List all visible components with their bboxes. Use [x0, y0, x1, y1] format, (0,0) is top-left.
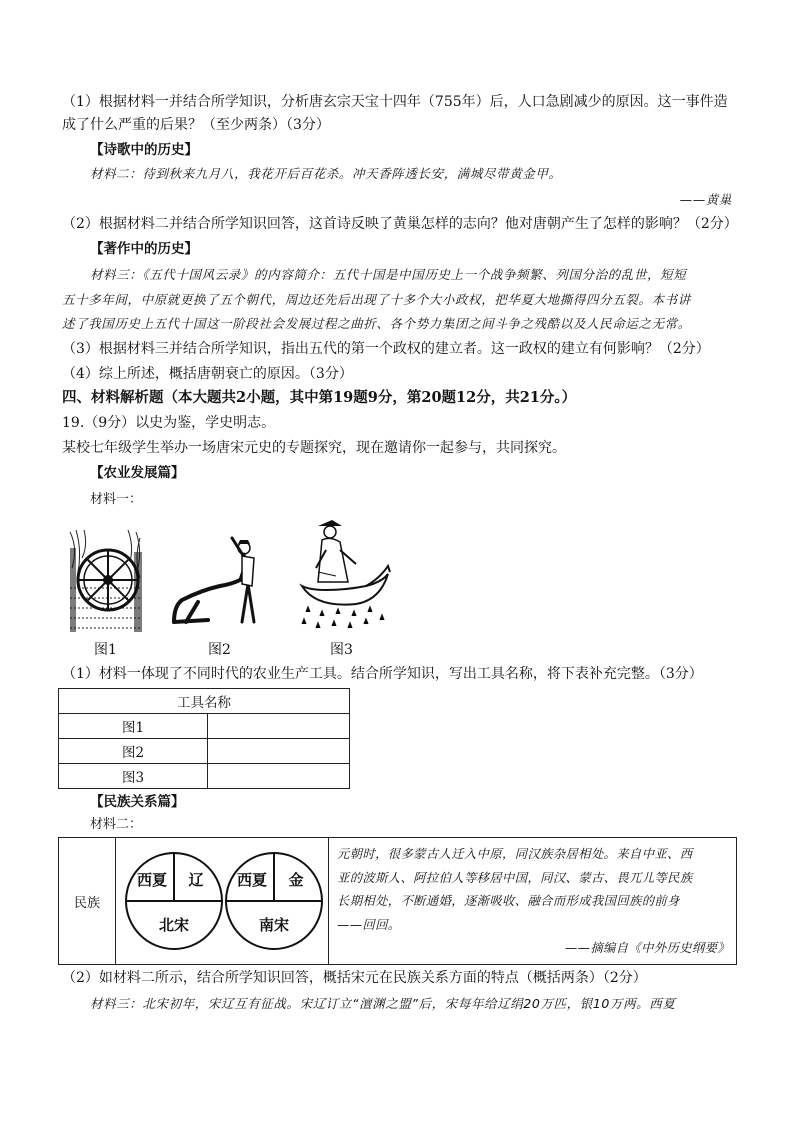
question-19-intro: 某校七年级学生举办一场唐宋元史的专题探究，现在邀请你一起参与，共同探究。	[62, 440, 566, 456]
question-1-continued: 成了什么严重的后果？（至少两条）（3分）	[62, 117, 330, 133]
material-3-line-1: 材料三：《五代十国风云录》的内容简介：五代十国是中国历史上一个战争频繁、列国分治的乱世，短短	[90, 267, 687, 282]
tool-name-table	[58, 688, 350, 789]
question-3: （3）根据材料三并结合所学知识，指出五代的第一个政权的建立者。这一政权的建立有何影响？（2分）	[62, 341, 710, 357]
table-row	[59, 714, 350, 739]
ethnic-text-line: 亚的波斯人、阿拉伯人等移居中国，同汉、蒙古、畏兀儿等民族	[337, 870, 693, 885]
tool-row-answer-cell[interactable]	[208, 714, 350, 739]
question-1: （1）根据材料一并结合所学知识，分析唐玄宗天宝十四年（755年）后，人口急剧减少的原因。这一事件造	[62, 94, 728, 110]
poem-heading: 【诗歌中的历史】	[90, 142, 198, 158]
circle-2-top-right: 金	[288, 871, 304, 889]
ethnic-diagram-cell	[116, 838, 329, 965]
ethnic-text-line: ——回回。	[337, 917, 401, 932]
question-19-1: （1）材料一体现了不同时代的农业生产工具。结合所学知识，写出工具名称，将下表补充完整。（3分）	[62, 666, 703, 682]
section-4-title: 四、材料解析题（本大题共2小题，其中第19题9分，第20题12分，共21分。）	[62, 389, 577, 406]
ethnic-row-label: 民族	[59, 838, 116, 965]
tool-row-label: 图1	[59, 714, 208, 739]
question-4: （4）综上所述，概括唐朝衰亡的原因。（3分）	[62, 366, 353, 382]
figure-3-caption: 图3	[330, 642, 353, 658]
ethnic-heading: 【民族关系篇】	[90, 794, 185, 810]
tool-row-label: 图2	[59, 739, 208, 764]
ethnic-text-source: ——摘编自《中外历史纲要》	[564, 941, 730, 956]
ethnic-text-line: 元朝时，很多蒙古人迁入中原，同汉族杂居相处。来自中亚、西	[337, 847, 693, 862]
tool-row-answer-cell[interactable]	[208, 764, 350, 789]
material-3-b-text: 材料三：北宋初年，宋辽互有征战。宋辽订立“澶渊之盟”后，宋每年给辽绢20万匹，银10万两。西夏	[90, 996, 676, 1011]
regime-circles-diagram	[116, 838, 328, 964]
tool-row-answer-cell[interactable]	[208, 739, 350, 764]
circle-1-top-left: 西夏	[136, 871, 168, 889]
agriculture-material-1: 材料一：	[90, 492, 143, 507]
table-row	[59, 764, 350, 789]
material-2-author: ——黄巢	[679, 192, 732, 207]
circle-2-top-left: 西夏	[236, 871, 268, 889]
ethnic-text-line: 长期相处，不断通婚，逐渐吸收、融合而形成我国回族的前身	[337, 894, 680, 909]
tool-row-label: 图3	[59, 764, 208, 789]
agriculture-heading: 【农业发展篇】	[90, 465, 185, 481]
book-heading: 【著作中的历史】	[90, 241, 198, 257]
ethnic-material-2: 材料二：	[90, 817, 143, 832]
circle-2-bottom: 南宋	[258, 916, 290, 934]
ethnic-text-cell	[329, 838, 737, 965]
question-2: （2）根据材料二并结合所学知识回答，这首诗反映了黄巢怎样的志向？他对唐朝产生了怎样的影响？（2分）	[62, 216, 738, 232]
tool-table-header: 工具名称	[59, 689, 350, 714]
question-19-2: （2）如材料二所示，结合所学知识回答，概括宋元在民族关系方面的特点（概括两条）（2分）	[62, 970, 647, 986]
table-row	[59, 739, 350, 764]
material-2-text: 材料二：待到秋来九月八，我花开后百花杀。冲天香阵透长安，满城尽带黄金甲。	[90, 166, 562, 181]
material-3-line-3: 述了我国历史上五代十国这一阶段社会发展过程之曲折、各个势力集团之间斗争之残酷以及人民命运之无常。	[62, 316, 691, 331]
figure-3-seedling-horse-image	[296, 516, 392, 634]
figure-1-caption: 图1	[94, 642, 117, 658]
figure-2-plow-image	[168, 536, 280, 628]
circle-1-bottom: 北宋	[158, 916, 190, 934]
material-3-line-2: 五十多年间，中原就更换了五个朝代，周边还先后出现了十多个大小政权，把华夏大地撕得四分五裂。本书讲	[62, 292, 691, 307]
figure-2-caption: 图2	[208, 642, 231, 658]
figure-1-waterwheel-image	[68, 528, 144, 632]
circle-1-top-right: 辽	[188, 871, 204, 889]
question-19-title: 19.（9分）以史为鉴，学史明志。	[62, 415, 276, 431]
ethnic-relations-table	[58, 837, 737, 965]
